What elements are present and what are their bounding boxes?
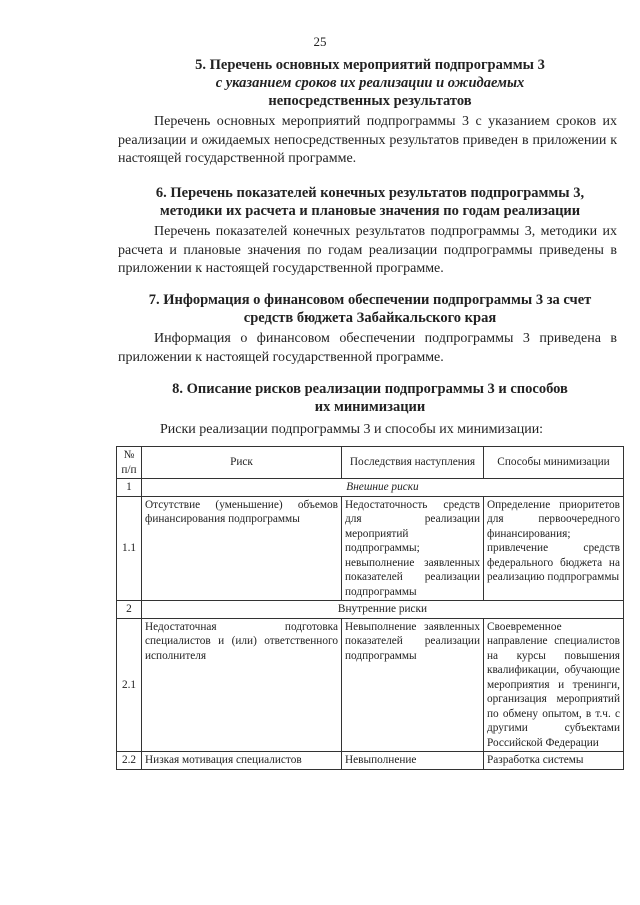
- group-1-num: 1: [117, 479, 142, 497]
- row-2-2-num: 2.2: [117, 752, 142, 770]
- section-7-title-line2: средств бюджета Забайкальского края: [243, 310, 497, 326]
- section-7-body: Информация о финансовом обеспечении подпрограммы 3 приведена в приложении к настоящей государственной программе.: [118, 331, 617, 365]
- group-1-title: Внешние риски: [142, 479, 624, 497]
- section-7-title: [110, 291, 630, 327]
- section-5-title-line2: с указанием сроков их реализации и ожидаемых: [215, 75, 525, 91]
- row-2-2-methods: Разработка системы: [484, 752, 624, 770]
- group-2-title: Внутренние риски: [142, 601, 624, 619]
- section-5-title-line3: непосредственных результатов: [268, 93, 472, 109]
- section-6-title: [110, 184, 630, 220]
- table-group-row: [117, 601, 624, 619]
- section-8-title-line2: их минимизации: [314, 399, 426, 415]
- header-num: № п/п: [117, 447, 142, 479]
- section-5-title: [110, 56, 630, 110]
- risks-intro: Риски реализации подпрограммы 3 и способы их минимизации:: [160, 422, 544, 437]
- row-2-1-risk: Недостаточная подготовка специалистов и (или) ответственного исполнителя: [142, 618, 342, 752]
- section-6-title-line1: 6. Перечень показателей конечных результатов подпрограммы 3,: [155, 185, 585, 201]
- row-2-2-consequences: Невыполнение: [342, 752, 484, 770]
- risks-table: [116, 446, 624, 770]
- header-risk: Риск: [142, 447, 342, 479]
- row-2-1-consequences: Невыполнение заявленных показателей реализации подпрограммы: [342, 618, 484, 752]
- table-group-row: [117, 479, 624, 497]
- row-2-1-num: 2.1: [117, 618, 142, 752]
- section-8-title-line1: 8. Описание рисков реализации подпрограммы 3 и способов: [172, 381, 568, 397]
- table-row: [117, 618, 624, 752]
- section-8-title: [110, 380, 630, 416]
- row-1-1-risk: Отсутствие (уменьшение) объемов финансирования подпрограммы: [142, 496, 342, 601]
- page-number: 25: [313, 34, 327, 49]
- section-6-title-line2: методики их расчета и плановые значения по годам реализации: [159, 203, 581, 219]
- section-5-title-line1: 5. Перечень основных мероприятий подпрограммы 3: [195, 57, 545, 73]
- header-methods: Способы минимизации: [484, 447, 624, 479]
- row-2-2-risk: Низкая мотивация специалистов: [142, 752, 342, 770]
- header-consequences: Последствия наступления: [342, 447, 484, 479]
- row-2-1-methods: Своевременное направление специалистов на курсы повышения квалификации, обучающие мероприятия и тренинги, организация мероприятий по обмену опытом, в т.ч. с другими субъектами Российской Федерации: [484, 618, 624, 752]
- group-2-num: 2: [117, 601, 142, 619]
- table-header-row: [117, 447, 624, 479]
- row-1-1-num: 1.1: [117, 496, 142, 601]
- table-row: [117, 496, 624, 601]
- section-6-body: Перечень показателей конечных результатов подпрограммы 3, методики их расчета и плановые значения по годам реализации подпрограммы приведены в приложении к настоящей государственной программе.: [118, 224, 617, 276]
- row-1-1-consequences: Недостаточность средств для реализации мероприятий подпрограммы; невыполнение заявленных показателей реализации подпрограммы: [342, 496, 484, 601]
- row-1-1-methods: Определение приоритетов для первоочередного финансирования; привлечение средств федерального бюджета на реализацию подпрограммы: [484, 496, 624, 601]
- section-5-body: Перечень основных мероприятий подпрограммы 3 с указанием сроков их реализации и ожидаемых непосредственных результатов приведен в приложении к настоящей государственной программе.: [118, 114, 617, 166]
- table-row: [117, 752, 624, 770]
- section-7-title-line1: 7. Информация о финансовом обеспечении подпрограммы 3 за счет: [148, 292, 592, 308]
